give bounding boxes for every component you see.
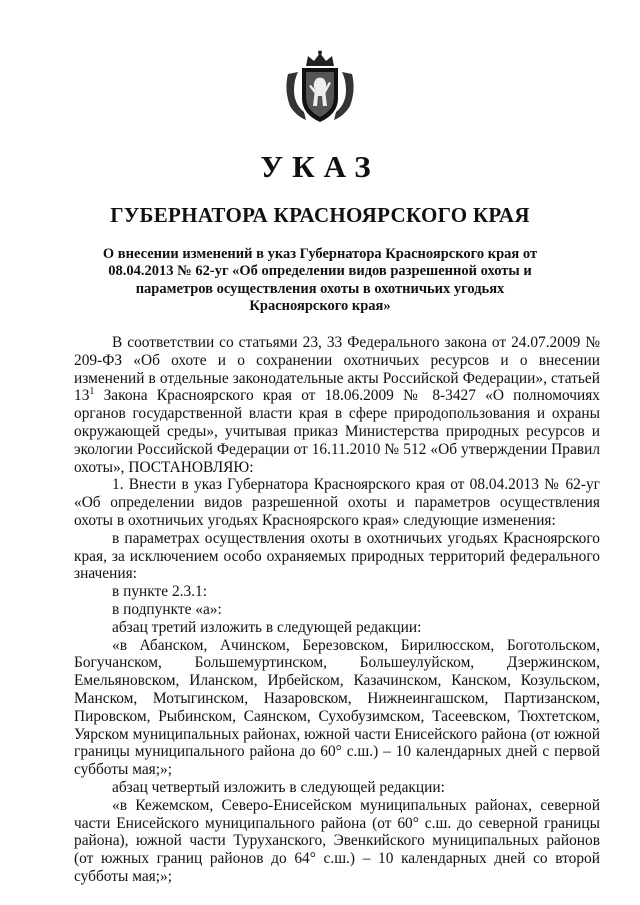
paragraph: «в Абанском, Ачинском, Березовском, Бирилюсском, Боготольском, Богучанском, Большемуртинском, Большеулуйском, Дзержинском, Емельяновском, Иланском, Ирбейском, Казачинском, Канском, Козульском, Манском, Мотыгинском, Назаровском, Нижнеингашском, Партизанском, Пировском, Рыбинском, Саянском, Сухобузимском, Тасеевском, Тюхтетском, Уярском муниципальных районах, южной части Енисейского района (от южной границы муниципального района до 60° с.ш.) – 10 календарных дней с первой субботы мая;»; (74, 636, 600, 779)
document-heading: О внесении изменений в указ Губернатора Красноярского края от 08.04.2013 № 62-уг «Об определении видов разрешенной охоты и параметров осуществления охоты в охотничьих угодьях Красноярского края» (102, 246, 538, 314)
paragraph: 1. Внести в указ Губернатора Красноярского края от 08.04.2013 № 62-уг «Об определении видов разрешенной охоты и параметров осуществления охоты в охотничьих угодьях Красноярского края» следующие изменения: (74, 476, 600, 529)
paragraph: в пункте 2.3.1: (112, 583, 208, 601)
paragraph: в параметрах осуществления охоты в охотничьих угодьях Красноярского края, за исключением особо охраняемых природных территорий федерального значения: (74, 529, 600, 583)
paragraph: в подпункте «а»: (112, 600, 222, 618)
intro-text-post: Закона Красноярского края от 18.06.2009 № 8-3427 «О полномочиях органов государственной власти края в сфере природопользования и охраны окружающей среды», учитывая приказ Министерства природных ресурсов и экологии Российской Федерации от 16.11.2010 № 512 «Об утверждении Правил охоты», ПОСТАНОВЛЯЮ: (74, 387, 600, 476)
intro-paragraph (74, 334, 600, 476)
document-subtitle: ГУБЕРНАТОРА КРАСНОЯРСКОГО КРАЯ (110, 203, 530, 227)
document-title: УКАЗ (260, 149, 380, 184)
intro-text-pre: В соответствии со статьями 23, 33 Федерального закона от 24.07.2009 № 209-ФЗ «Об охоте и о сохранении охотничьих ресурсов и о внесении изменений в отдельные законодательные акты Российской Федерации», статьей 13 (74, 334, 600, 405)
coat-of-arms-emblem (282, 50, 358, 124)
intro-superscript: 1 (89, 386, 95, 398)
paragraph: абзац четвертый изложить в следующей редакции: (112, 778, 445, 796)
paragraph: «в Кежемском, Северо-Енисейском муниципальных районах, северной части Енисейского муниципального района (от 60° с.ш. до северной границы района), южной части Туруханского, Эвенкийского муниципальных районов (от южных границ районов до 64° с.ш.) – 10 календарных дней со второй субботы мая;»; (74, 796, 600, 885)
paragraph: абзац третий изложить в следующей редакции: (112, 618, 422, 636)
document-body (74, 334, 600, 886)
